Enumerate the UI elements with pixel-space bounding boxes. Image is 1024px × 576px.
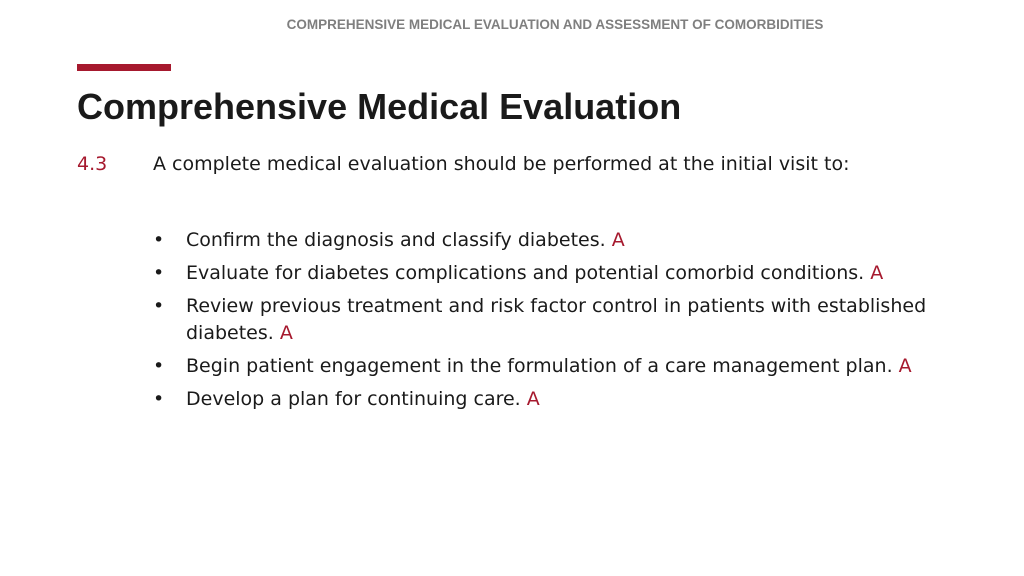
bullet-icon: • — [153, 295, 165, 317]
list-item — [153, 293, 973, 347]
list-item-text: Confirm the diagnosis and classify diabetes. — [186, 229, 612, 251]
list-item — [153, 386, 973, 413]
bullet-list — [153, 227, 973, 419]
recommendation-number: 4.3 — [77, 153, 108, 175]
list-item-text: Develop a plan for continuing care. — [186, 388, 527, 410]
evidence-grade: A — [526, 388, 540, 410]
bullet-icon: • — [153, 388, 165, 410]
list-item-text: Begin patient engagement in the formulation of a care management plan. — [186, 355, 899, 377]
bullet-icon: • — [153, 355, 165, 377]
recommendation-text: A complete medical evaluation should be performed at the initial visit to: — [153, 153, 850, 175]
page-title: Comprehensive Medical Evaluation — [77, 86, 682, 127]
list-item — [153, 353, 973, 380]
list-item-text: Evaluate for diabetes complications and potential comorbid conditions. — [186, 262, 871, 284]
bullet-icon: • — [153, 229, 165, 251]
bullet-icon: • — [153, 262, 165, 284]
list-item — [153, 260, 973, 287]
evidence-grade: A — [279, 322, 293, 344]
header-title: COMPREHENSIVE MEDICAL EVALUATION AND ASSESSMENT OF COMORBIDITIES — [286, 17, 824, 32]
list-item-text: Review previous treatment and risk factor control in patients with established diabetes. — [186, 295, 927, 344]
evidence-grade: A — [898, 355, 912, 377]
evidence-grade: A — [611, 229, 625, 251]
evidence-grade: A — [870, 262, 884, 284]
accent-bar — [77, 64, 171, 71]
list-item — [153, 227, 973, 254]
